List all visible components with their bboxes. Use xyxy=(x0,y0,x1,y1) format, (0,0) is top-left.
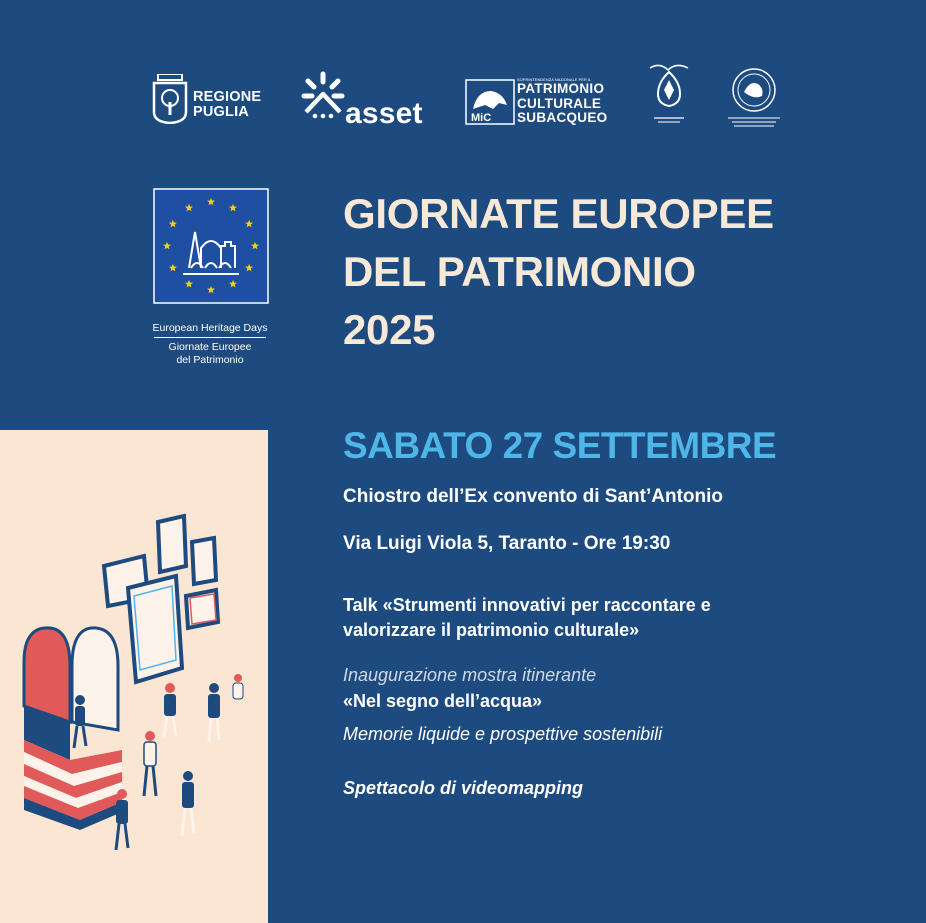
talk-line1: Talk «Strumenti innovativi per raccontare e xyxy=(343,595,711,615)
event-inauguration: Inaugurazione mostra itinerante xyxy=(343,665,597,685)
eu-stars-flag-icon xyxy=(153,188,269,304)
event-exhibition: «Nel segno dell’acqua» xyxy=(343,691,543,711)
asset-logo-icon xyxy=(300,70,346,120)
mic-logo xyxy=(465,77,625,129)
event-address: Via Luigi Viola 5, Taranto - Ore 19:30 xyxy=(343,533,671,554)
title-line3: 2025 xyxy=(343,306,436,353)
mic-small-text: SOPRINTENDENZA NAZIONALE PER IL xyxy=(517,77,592,82)
ehd-divider xyxy=(154,337,266,338)
title-line2: DEL PATRIMONIO xyxy=(343,248,696,295)
regione-line1: REGIONE xyxy=(193,89,262,105)
mic-badge: MiC xyxy=(471,112,492,124)
ehd-caption-it-1: Giornate Europee xyxy=(168,341,252,353)
ehd-caption xyxy=(140,322,280,367)
event-date: SABATO 27 SETTEMBRE xyxy=(343,425,777,466)
regione-puglia-shield-icon xyxy=(152,74,188,124)
asset-logo xyxy=(300,70,440,132)
round-seal-icon xyxy=(724,66,784,130)
event-videomapping: Spettacolo di videomapping xyxy=(343,778,584,798)
bird-logo-icon xyxy=(646,60,692,130)
asset-name: asset xyxy=(345,97,423,130)
talk-line2: valorizzare il patrimonio culturale» xyxy=(343,620,640,640)
regione-puglia-logo xyxy=(152,70,272,130)
mic-logo-icon xyxy=(465,79,515,125)
illustration-panel xyxy=(0,430,268,923)
title-line1: GIORNATE EUROPEE xyxy=(343,190,774,237)
gallery-illustration xyxy=(0,430,268,923)
mic-line1: PATRIMONIO xyxy=(517,81,605,96)
event-venue: Chiostro dell’Ex convento di Sant’Antonio xyxy=(343,486,724,507)
poster-title xyxy=(343,185,774,359)
event-exhibition-subtitle: Memorie liquide e prospettive sostenibili xyxy=(343,724,663,744)
ehd-caption-en: European Heritage Days xyxy=(152,322,268,334)
regione-line2: PUGLIA xyxy=(193,104,249,120)
ehd-caption-it-2: del Patrimonio xyxy=(176,354,244,366)
mic-line3: SUBACQUEO xyxy=(517,110,608,125)
event-talk xyxy=(343,593,711,643)
mic-line2: CULTURALE xyxy=(517,95,602,111)
